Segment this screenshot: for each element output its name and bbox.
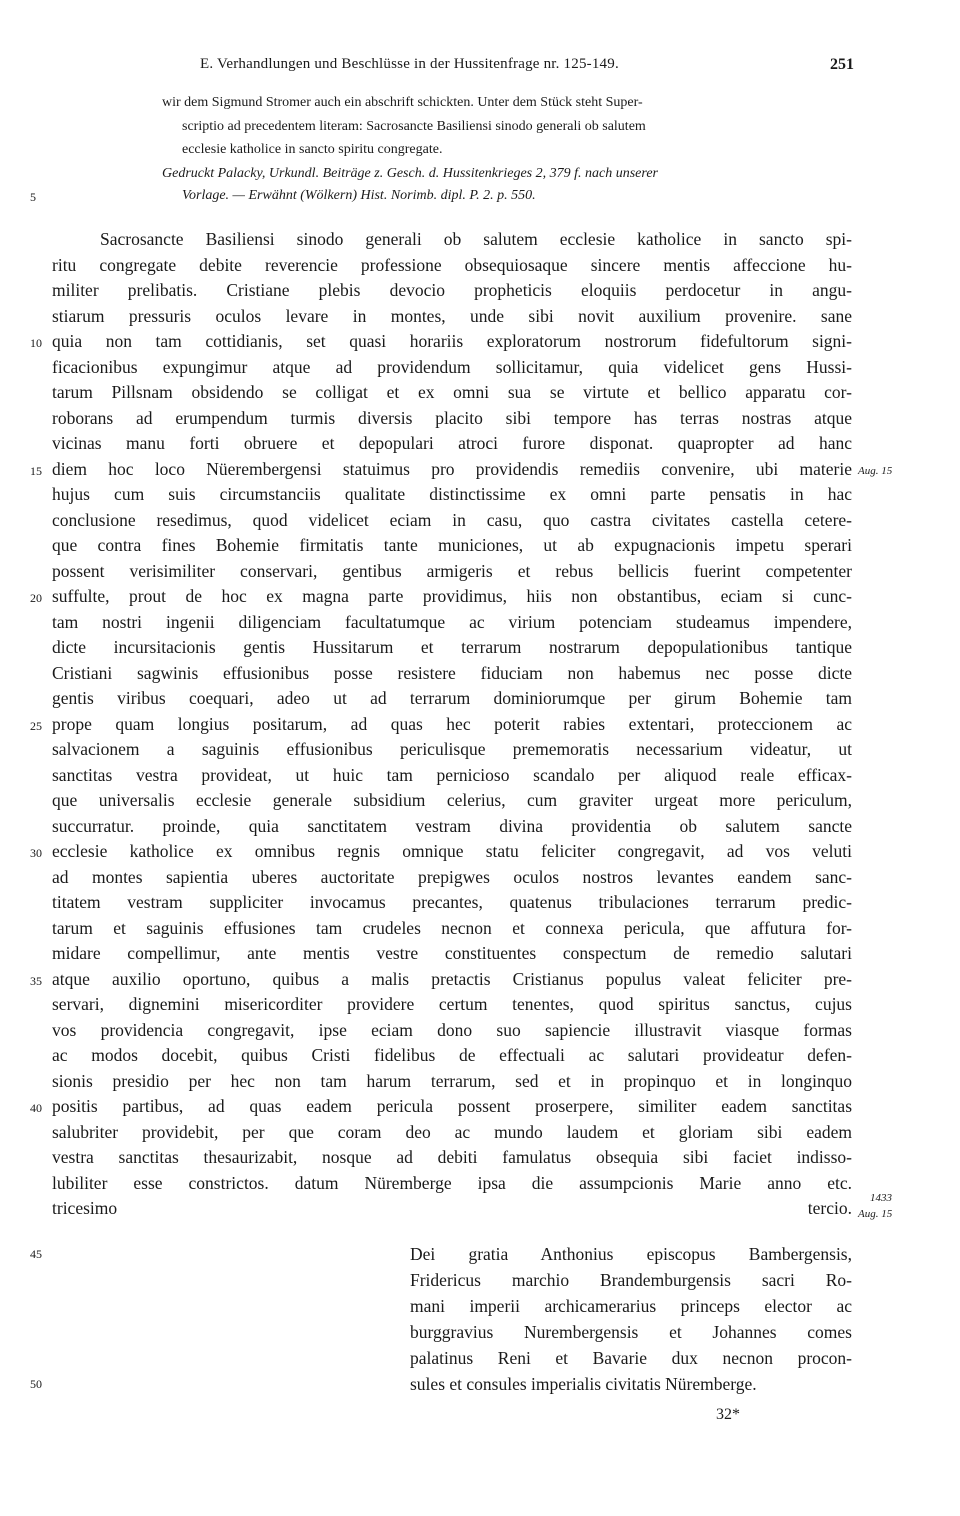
signature-line: sules et consules imperialis civitatis Nüremberge. [410,1374,757,1394]
body-line: succurratur. proinde, quia sanctitatem vestram divina providentia ob salutem sancte [52,816,852,836]
body-line: ficacionibus expungimur atque ad providendum sollicitamur, quia videlicet gens Hussi- [52,357,852,377]
body-line: gentis viribus coequari, adeo ut ad terrarum dominiorumque per girum Bohemie tam [52,688,852,708]
body-line: atque auxilio oportuno, quibus a malis pretactis Cristianus populus valeat feliciter pre- [52,969,852,989]
body-line: servari, dignemini misericorditer providere certum tenentes, quod spiritus sanctus, cujus [52,994,852,1014]
body-line: diem hoc loco Nüerembergensi statuimus pro providendis remediis convenire, ubi materie [52,459,852,479]
body-line: ad montes sapientia uberes auctoritate prepigwes oculos nostros levantes eandem sanc- [52,867,852,887]
body-line: ac modos docebit, quibus Cristi fidelibus de effectuali ac salutari provideatur defen- [52,1045,852,1065]
note-line: scriptio ad precedentem literam: Sacrosancte Basiliensi sinodo generali ob salutem [182,119,646,134]
signature-line: palatinus Reni et Bavarie dux necnon procon- [410,1348,852,1368]
margin-date: Aug. 15 [858,465,893,477]
body-line: tricesimo tercio. [52,1198,852,1218]
note-line: wir dem Sigmund Stromer auch ein abschrift schickten. Unter dem Stück steht Super- [162,95,643,110]
body-line: lubiliter esse constrictos. datum Nüremberge ipsa die assumpcionis Marie anno etc. [52,1173,852,1193]
page-number: 251 [830,56,854,73]
signature-line: mani imperii archicamerarius princeps elector ac [410,1296,852,1316]
line-number: 40 [30,1101,42,1115]
body-line: ecclesie katholice ex omnibus regnis omnique statu feliciter congregavit, ad vos veluti [52,841,852,861]
line-number: 45 [30,1247,42,1261]
line-number: 25 [30,719,42,733]
body-line: vos providencia congregavit, ipse eciam dono suo sapiencie illustravit viasque formas [52,1020,852,1040]
body-line: sanctitas vestra provideat, ut huic tam pernicioso scandalo per aliquod reale efficax- [52,765,852,785]
line-number: 5 [30,190,36,204]
line-number: 20 [30,591,42,605]
line-number: 50 [30,1377,42,1391]
body-line: que contra fines Bohemie firmitatis tante municiones, ut ab expugnacionis impetu sperari [52,535,852,555]
line-number: 15 [30,464,42,478]
body-line: tarum et saguinis effusiones tam crudeles necnon et connexa pericula, que affutura for- [52,918,852,938]
body-line: stiarum pressuris oculos levare in montes, unde sibi novit auxilium provenire. sane [52,306,852,326]
body-line: salubriter providebit, per que coram deo ac mundo laudem et gloriam sibi eadem [52,1122,852,1142]
line-number: 35 [30,974,42,988]
note-line: ecclesie katholice in sancto spiritu congregate. [182,142,443,157]
line-number: 30 [30,846,42,860]
body-line: sionis presidio per hec non tam harum terrarum, sed et in propinquo et in longinquo [52,1071,852,1091]
body-line: militer prelibatis. Cristiane plebis devocio propheticis eloquiis perdocetur in angu- [52,280,852,300]
body-line: tam nostri ingenii diligenciam facultatumque ac virium potenciam studeamus impendere, [52,612,852,632]
body-line: roborans ad erumpendum turmis diversis placito sibi tempore has terras nostras atque [52,408,852,428]
signature-line: Dei gratia Anthonius episcopus Bambergensis, [410,1244,852,1264]
citation-line: Vorlage. — Erwähnt (Wölkern) Hist. Norimb. dipl. P. 2. p. 550. [182,188,536,203]
running-header: E. Verhandlungen und Beschlüsse in der Hussitenfrage nr. 125-149. [200,56,619,72]
body-line: Cristiani sagwinis effusionibus posse resistere fiduciam non habemus nec posse dicte [52,663,852,683]
signature-line: burggravius Nurembergensis et Johannes comes [410,1322,852,1342]
body-line: que universalis ecclesie generale subsidium celerius, cum graviter urgeat more periculum, [52,790,852,810]
body-line: hujus cum suis circumstanciis qualitate distinctissime ex omni parte pensatis in hac [52,484,852,504]
body-line: quia non tam cottidianis, set quasi horariis exploratorum nostrorum fidefultorum signi- [52,331,852,351]
body-line: vestra sanctitas thesaurizabit, nosque ad debiti famulatus obsequia sibi faciet indisso- [52,1147,852,1167]
signature-mark: 32* [716,1406,740,1423]
body-line: positis partibus, ad quas eadem pericula possent proserpere, similiter eadem sanctitas [52,1096,852,1116]
body-line: vicinas manu forti obruere et depopulari atroci furore disponat. quapropter ad hanc [52,433,852,453]
body-line: Sacrosancte Basiliensi sinodo generali ob salutem ecclesie katholice in sancto spi- [100,229,852,249]
body-line: suffulte, prout de hoc ex magna parte providimus, hiis non obstantibus, eciam si cunc- [52,586,852,606]
body-line: midare compellimur, ante mentis vestre constituentes conspectum de remedio salutari [52,943,852,963]
margin-year: 1433 [870,1192,892,1204]
line-number: 10 [30,336,42,350]
signature-line: Fridericus marchio Brandemburgensis sacri Ro- [410,1270,852,1290]
body-line: salvacionem a saguinis effusionibus periculisque prememoratis necessarium videatur, ut [52,739,852,759]
citation-line: Gedruckt Palacky, Urkundl. Beiträge z. Gesch. d. Hussitenkrieges 2, 379 f. nach unserer [162,166,658,181]
body-line: titatem vestram suppliciter invocamus precantes, quatenus tribulaciones terrarum predic- [52,892,852,912]
body-line: prope quam longius positarum, ad quas hec poterit rabies extentari, proteccionem ac [52,714,852,734]
body-line: possent verisimiliter conservari, gentibus armigeris et rebus bellicis fuerint competenter [52,561,852,581]
body-line: dicte incursitacionis gentis Hussitarum et terrarum nostrarum depopulationibus tantique [52,637,852,657]
body-line: conclusione resedimus, quod videlicet eciam in casu, quo castra civitates castella cetere- [52,510,852,530]
margin-date: Aug. 15 [858,1208,893,1220]
body-line: ritu congregate debite reverencie professione obsequiosaque sincere mentis affeccione hu- [52,255,852,275]
body-line: tarum Pillsnam obsidendo se colligat et ex omni sua se virtute et bellico apparatu cor- [52,382,852,402]
